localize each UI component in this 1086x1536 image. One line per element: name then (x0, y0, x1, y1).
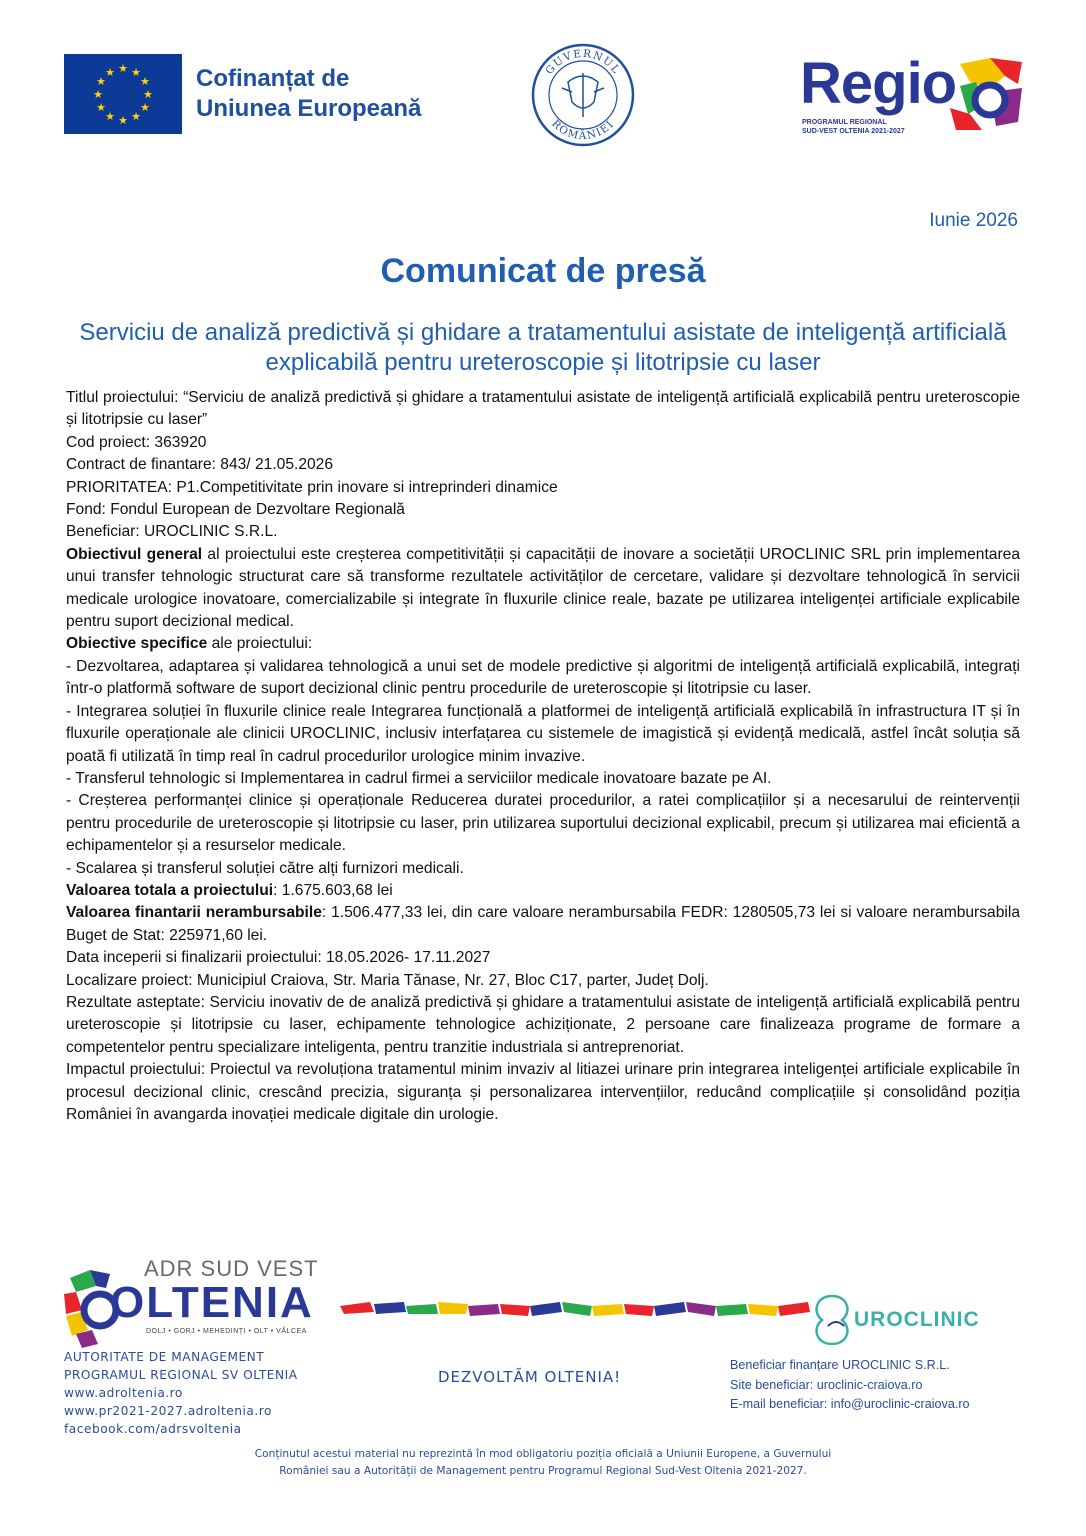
adr-counties-text: DOLJ • GORJ • MEHEDINȚI • OLT • VÂLCEA (146, 1328, 307, 1335)
managing-authority-block (64, 1348, 298, 1438)
decorative-wave-band (340, 1296, 810, 1320)
disclaimer (150, 1446, 936, 1480)
press-release-body (66, 387, 1020, 1126)
specific-objective-item: - Creșterea performanței clinice și operaționale Reducerea duratei procedurilor, a ratei complicațiilor și a necesarului de reintervenții pentru procedurile de ureteroscopie și litotripsie cu laser, prin utilizarea suportului decizional explicabil, precum și utilizarea mai eficientă a echipamentelor și a resurselor medicale. (66, 792, 1020, 855)
specific-objective-item: - Dezvoltarea, adaptarea și validarea tehnologică a unui set de modele predictive și algoritmi de inteligență artificială explicabilă, integrați într-o platformă software de suport decizional clinic pentru procedurile de ureteroscopie și litotripsie cu laser. (66, 657, 1020, 698)
page-subtitle: Serviciu de analiză predictivă și ghidare a tratamentului asistate de inteligență artificială explicabilă pentru ureteroscopie și litotripsie cu laser (79, 319, 1007, 376)
svg-text:★: ★ (118, 62, 128, 75)
regio-logo (800, 52, 1030, 142)
slogan: DEZVOLTĂM OLTENIA! (438, 1368, 622, 1386)
general-objective (66, 544, 1020, 634)
authority-line: PROGRAMUL REGIONAL SV OLTENIA (64, 1368, 298, 1382)
uroclinic-wordmark: UROCLINIC (854, 1308, 980, 1331)
beneficiary-name: Beneficiar finanțare UROCLINIC S.R.L. (730, 1358, 950, 1372)
general-objective-label: Obiectivul general (66, 545, 203, 563)
svg-text:GUVERNUL: GUVERNUL (543, 47, 623, 77)
project-code: Cod proiect: 363920 (66, 433, 207, 451)
project-impact: Impactul proiectului: Proiectul va revoluționa tratamentul minim invaziv al litiazei urinare prin integrarea inteligenței artificiale explicabile în procesul decizional clinic, crescând precizia, siguranța și personalizarea intervențiilor, reducând complicațiile și consolidând poziția României în avangarda inovației medicale digitale din urologie. (66, 1061, 1020, 1123)
romanian-government-seal-icon (528, 40, 638, 150)
specific-objective-item: - Scalarea și transferul soluției către alți furnizori medicali. (66, 859, 464, 877)
adr-top-text: ADR SUD VEST (144, 1256, 319, 1281)
nonrefundable-label: Valoarea finantarii nerambursabile (66, 904, 322, 922)
svg-text:★: ★ (96, 75, 106, 88)
total-value (66, 880, 1020, 902)
svg-text:★: ★ (105, 66, 115, 79)
svg-text:★: ★ (105, 110, 115, 123)
regio-subtitle (802, 118, 905, 136)
total-value-text: : 1.675.603,68 lei (273, 881, 393, 899)
authority-link-website[interactable]: www.adroltenia.ro (64, 1386, 183, 1400)
financing-contract: Contract de finantare: 843/ 21.05.2026 (66, 456, 334, 474)
eu-cofinancing-logo (64, 52, 454, 136)
svg-text:★: ★ (93, 88, 103, 101)
general-objective-text: al proiectului este creșterea competitivității și capacității de inovare a societății UROCLINIC SRL prin implementarea unui transfer tehnologic structurat care să transforme rezultatele activităților de cercetare, validare și dezvoltare tehnologică în servicii medicale urologice inovatoare, comercializabile și integrate în fluxurile clinice reale, bazate pe utilizarea inteligenței artificiale explicabile pentru suport decizional medical. (66, 545, 1020, 631)
project-title: Titlul proiectului: “Serviciu de analiză predictivă și ghidare a tratamentului asistate de inteligență artificială explicabilă pentru ureteroscopie și litotripsie cu laser” (66, 389, 1020, 429)
authority-line: AUTORITATE DE MANAGEMENT (64, 1350, 265, 1364)
nonrefundable-value (66, 902, 1020, 947)
page-title: Comunicat de presă (380, 252, 706, 290)
svg-text:★: ★ (131, 66, 141, 79)
adr-main-text: OLTENIA (110, 1278, 314, 1327)
disclaimer-line-1: Conținutul acestui material nu reprezintă în mod obligatoriu poziția oficială a Uniunii Europene, a Guvernului (254, 1448, 832, 1460)
svg-text:★: ★ (143, 88, 153, 101)
specific-objectives-label: Obiective specifice (66, 635, 208, 653)
regio-sub-line-2: SUD-VEST OLTENIA 2021-2027 (802, 128, 905, 135)
authority-link-program-site[interactable]: www.pr2021-2027.adroltenia.ro (64, 1404, 272, 1418)
beneficiary-site-link[interactable]: Site beneficiar: uroclinic-craiova.ro (730, 1377, 923, 1392)
regio-wordmark: Regio (800, 51, 957, 116)
specific-objective-item: - Transferul tehnologic si Implementarea in cadrul firmei a serviciilor medicale inovatoare bazate pe AI. (66, 769, 772, 787)
release-date: Iunie 2026 (929, 210, 1018, 231)
fund: Fond: Fondul European de Dezvoltare Regională (66, 501, 405, 519)
eu-cofinancing-text (196, 64, 421, 124)
total-value-label: Valoarea totala a proiectului (66, 881, 274, 899)
uroclinic-logo (808, 1292, 1008, 1348)
eu-flag-icon (64, 54, 182, 134)
priority: PRIORITATEA: P1.Competitivitate prin inovare si intreprinderi dinamice (66, 478, 558, 496)
regio-sub-line-1: PROGRAMUL REGIONAL (802, 119, 887, 126)
authority-link-facebook[interactable]: facebook.com/adrsvoltenia (64, 1422, 242, 1436)
expected-results: Rezultate asteptate: Serviciu inovativ de de analiză predictivă și ghidare a tratamentului asistate de inteligență artificială explicabilă pentru ureteroscopie și litotripsie cu laser, echipamente tehnologice achiziționate, 2 persoane care finalizeaza programe de formare a competentelor pentru specializare inteligenta, pentru tranzitie industriala si antreprenoriat. (66, 993, 1020, 1056)
specific-objectives-text: ale proiectului: (207, 635, 313, 653)
adr-oltenia-logo (62, 1256, 342, 1346)
beneficiary: Beneficiar: UROCLINIC S.R.L. (66, 523, 278, 541)
specific-objective-item: - Integrarea soluției în fluxurile clinice reale Integrarea funcțională a platformei de inteligență artificială explicabilă în infrastructura IT și în fluxurile operaționale ale clinicii UROCLINIC, inclusiv interfațarea cu sistemele de imagistică și evidență medicală, astfel încât soluția să poată fi utilizată în timp real în cadrul procedurilor urologice minim invazive. (66, 702, 1020, 765)
project-location: Localizare proiect: Municipiul Craiova, Str. Maria Tănase, Nr. 27, Bloc C17, parter, Județ Dolj. (66, 971, 709, 989)
svg-text:★: ★ (118, 114, 128, 127)
project-dates: Data inceperii si finalizarii proiectului: 18.05.2026- 17.11.2027 (66, 949, 491, 967)
specific-objectives-heading (66, 633, 1020, 655)
eu-line-2: Uniunea Europeană (196, 95, 422, 122)
disclaimer-line-2: României sau a Autorității de Management pentru Programul Regional Sud-Vest Oltenia 2021-2027. (279, 1465, 807, 1477)
beneficiary-block (730, 1356, 970, 1415)
beneficiary-email-link[interactable]: E-mail beneficiar: info@uroclinic-craiova.ro (730, 1397, 970, 1412)
svg-text:★: ★ (140, 75, 150, 88)
svg-text:★: ★ (140, 101, 150, 114)
svg-text:ROMÂNIEI: ROMÂNIEI (549, 117, 617, 143)
eu-line-1: Cofinanțat de (196, 65, 350, 92)
nonrefundable-text: : 1.506.477,33 lei, din care valoare nerambursabila FEDR: 1280505,73 lei si valoare nerambursabila Buget de Stat: 225971,60 lei. (66, 904, 1020, 944)
svg-text:★: ★ (96, 101, 106, 114)
svg-text:★: ★ (131, 110, 141, 123)
